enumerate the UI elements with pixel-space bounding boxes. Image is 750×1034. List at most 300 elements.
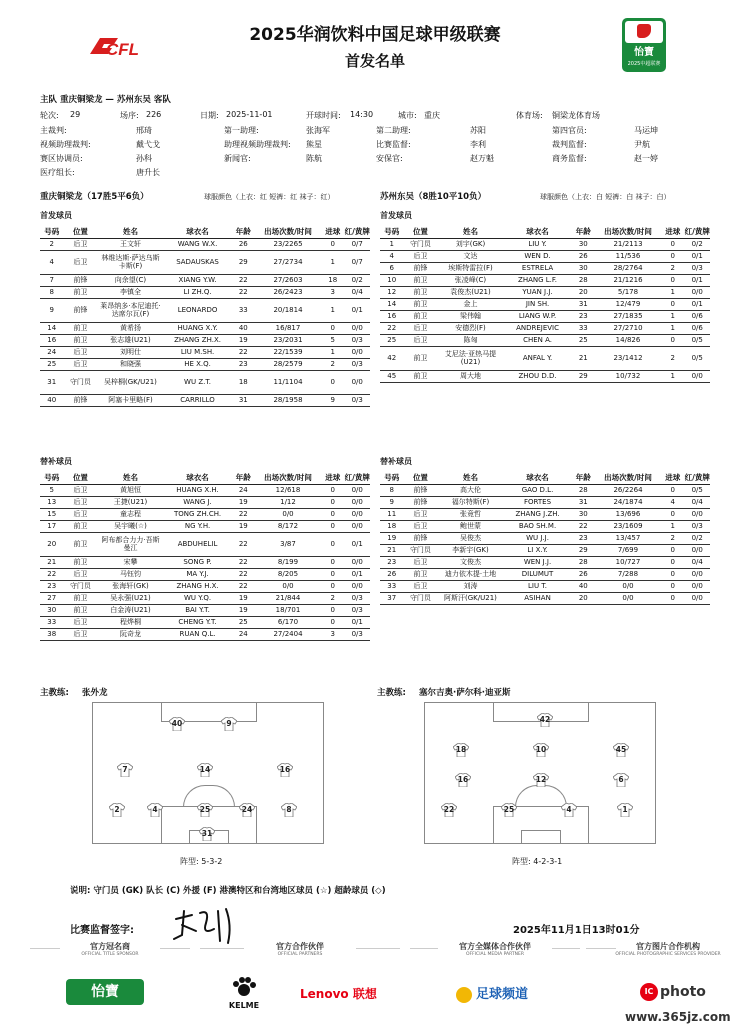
col-position: 前卫 — [403, 568, 437, 580]
col-number: 33 — [380, 580, 403, 592]
col-goals: 0 — [661, 544, 684, 556]
shirt-number: 4 — [566, 805, 572, 814]
col-position: 前卫 — [63, 556, 97, 568]
col-shirt-name: LIU T. — [503, 580, 571, 592]
player-row — [380, 532, 710, 544]
official-name: 唐升长 — [136, 168, 160, 177]
col-age-header: 年龄 — [572, 472, 595, 484]
col-appearances: 27/2734 — [255, 250, 321, 274]
legend-notes: 说明: 守门员 (GK) 队长 (C) 外援 (F) 港澳特区和台湾地区球员 (☆) 超龄球员 (◇) — [70, 886, 386, 896]
player-shirt-icon — [533, 743, 549, 757]
kelme-logo-text: KELME — [228, 1001, 260, 1010]
away-formation-value: 4-2-3-1 — [533, 857, 563, 866]
col-appearances: 0/0 — [255, 580, 321, 592]
col-cards: 0/2 — [684, 238, 710, 250]
official-label: 第二助理: — [376, 126, 411, 135]
col-position: 守门员 — [403, 592, 437, 604]
col-number: 19 — [380, 532, 403, 544]
col-cards: 0/3 — [344, 592, 370, 604]
col-cards: 0/0 — [684, 580, 710, 592]
col-appearances: 20/1814 — [255, 298, 321, 322]
col-cards: 0/4 — [344, 286, 370, 298]
col-goals: 18 — [321, 274, 344, 286]
col-position: 后卫 — [403, 508, 437, 520]
col-goals: 2 — [661, 262, 684, 274]
col-shirt-name: SONG P. — [163, 556, 231, 568]
col-position: 前卫 — [63, 520, 97, 532]
col-cards: 0/1 — [344, 568, 370, 580]
col-goals: 0 — [321, 370, 344, 394]
col-position-header: 位置 — [63, 472, 97, 484]
date-label: 日期: — [200, 111, 219, 120]
col-number: 14 — [380, 298, 403, 310]
col-shirt-name: WEN J.J. — [503, 556, 571, 568]
col-goals: 0 — [661, 508, 684, 520]
kelme-logo — [224, 977, 264, 1010]
yibao-logo — [622, 18, 666, 72]
ic-photo-logo-text: photo — [660, 984, 706, 1000]
col-name: 刘明仕 — [97, 346, 163, 358]
official-label: 比赛监督: — [376, 140, 411, 149]
col-appearances: 10/732 — [595, 370, 661, 382]
col-shirt-name: ASIHAN — [503, 592, 571, 604]
player-row — [40, 532, 370, 556]
col-cards: 0/0 — [684, 544, 710, 556]
col-appearances: 8/205 — [255, 568, 321, 580]
col-name: 马钰钧 — [97, 568, 163, 580]
col-position: 后卫 — [403, 250, 437, 262]
col-appearances: 23/2031 — [255, 334, 321, 346]
col-name: 童志程 — [97, 508, 163, 520]
col-cards: 0/0 — [344, 580, 370, 592]
col-cards: 0/3 — [684, 520, 710, 532]
col-age: 24 — [232, 628, 255, 640]
official-name: 赵万魁 — [470, 154, 494, 163]
col-goals: 0 — [321, 238, 344, 250]
col-age: 28 — [572, 556, 595, 568]
col-shirt-name: WU Z.T. — [163, 370, 231, 394]
player-row — [380, 334, 710, 346]
watermark: www.365jz.com — [625, 1010, 731, 1024]
col-number: 37 — [380, 592, 403, 604]
col-number: 14 — [40, 322, 63, 334]
col-shirt-name: NG Y.H. — [163, 520, 231, 532]
col-position: 前锋 — [403, 496, 437, 508]
col-shirt-name: ZHANG H.X. — [163, 580, 231, 592]
col-appearances: 21/1216 — [595, 274, 661, 286]
col-name: 袁俊杰(U21) — [437, 286, 503, 298]
col-position: 后卫 — [63, 496, 97, 508]
col-position: 前锋 — [63, 394, 97, 406]
col-position: 前卫 — [403, 346, 437, 370]
player-shirt-icon — [537, 713, 553, 727]
home-away-line: 主队 重庆铜梁龙 — 苏州东吴 客队 — [40, 95, 171, 105]
col-cards: 0/3 — [344, 628, 370, 640]
col-goals: 0 — [321, 556, 344, 568]
col-age: 19 — [232, 334, 255, 346]
col-name: 向余望(C) — [97, 274, 163, 286]
shirt-number: 25 — [503, 805, 515, 814]
col-age: 22 — [232, 508, 255, 520]
col-appearances: 13/696 — [595, 508, 661, 520]
col-number: 26 — [380, 568, 403, 580]
player-shirt-icon — [221, 717, 237, 731]
col-cards: 0/3 — [344, 334, 370, 346]
col-number: 20 — [40, 532, 63, 556]
official-label: 视频助理裁判: — [40, 140, 91, 149]
col-age: 19 — [232, 604, 255, 616]
col-name: 宋攀 — [97, 556, 163, 568]
col-number: 45 — [380, 370, 403, 382]
kickoff-label: 开球时间: — [306, 111, 341, 120]
col-cards: 0/1 — [684, 250, 710, 262]
col-goals: 0 — [661, 250, 684, 262]
col-position-header: 位置 — [403, 226, 437, 238]
official-name: 孙科 — [136, 154, 152, 163]
col-goals: 1 — [661, 286, 684, 298]
col-appearances: 12/618 — [255, 484, 321, 496]
col-age: 29 — [572, 370, 595, 382]
col-age: 23 — [572, 532, 595, 544]
away-starters-table — [380, 226, 710, 383]
player-row — [40, 580, 370, 592]
col-appearances: 0/0 — [595, 580, 661, 592]
col-appearances: 26/2264 — [595, 484, 661, 496]
col-age: 22 — [232, 556, 255, 568]
col-cards: 0/0 — [344, 496, 370, 508]
col-number: 42 — [380, 346, 403, 370]
col-appearances: 27/2603 — [255, 274, 321, 286]
col-age: 20 — [572, 286, 595, 298]
col-goals: 1 — [661, 520, 684, 532]
col-age: 19 — [232, 592, 255, 604]
col-goals: 0 — [321, 568, 344, 580]
col-shirt-name: ZHANG J.ZH. — [503, 508, 571, 520]
col-goals: 0 — [321, 322, 344, 334]
col-number: 24 — [40, 346, 63, 358]
col-age: 31 — [572, 496, 595, 508]
shirt-number: 25 — [199, 805, 211, 814]
shirt-number: 45 — [615, 745, 627, 754]
col-shirt-name: HUANG X.H. — [163, 484, 231, 496]
col-shirt-name: ANDREJEVIC — [503, 322, 571, 334]
col-appearances: 5/178 — [595, 286, 661, 298]
ic-photo-logo — [640, 983, 706, 1001]
col-appearances: 26/2423 — [255, 286, 321, 298]
kelme-paw-icon — [232, 977, 256, 997]
official-label: 医疗组长: — [40, 168, 75, 177]
col-number: 9 — [40, 298, 63, 322]
col-shirt-name: DILUMUT — [503, 568, 571, 580]
col-name: 李镇全 — [97, 286, 163, 298]
col-goals: 0 — [321, 532, 344, 556]
col-goals: 0 — [321, 508, 344, 520]
col-cards-header: 红/黄牌 — [684, 227, 710, 237]
channel-badge-icon — [456, 987, 472, 1003]
col-goals: 1 — [661, 322, 684, 334]
col-age: 30 — [572, 262, 595, 274]
away-formation-prefix: 阵型: — [512, 857, 531, 866]
col-appearances: 21/2113 — [595, 238, 661, 250]
col-shirt-name: SADAUSKAS — [163, 250, 231, 274]
col-position: 守门员 — [63, 370, 97, 394]
col-appearances: 22/1539 — [255, 346, 321, 358]
round-value: 29 — [70, 110, 81, 119]
away-coach-label: 主教练: — [377, 688, 406, 698]
col-shirt-name: JIN SH. — [503, 298, 571, 310]
col-number: 6 — [380, 262, 403, 274]
col-name: 吴宇曦(☆) — [97, 520, 163, 532]
away-formation-label — [512, 856, 562, 867]
col-shirt-name: LI ZH.Q. — [163, 286, 231, 298]
col-cards-header: 红/黄牌 — [684, 473, 710, 483]
col-age: 33 — [232, 298, 255, 322]
col-age: 19 — [232, 496, 255, 508]
col-goals: 0 — [661, 556, 684, 568]
col-cards-header: 红/黄牌 — [344, 473, 370, 483]
col-shirt-name: LIANG W.P. — [503, 310, 571, 322]
player-row — [40, 496, 370, 508]
col-shirt-name: ZHANG L.F. — [503, 274, 571, 286]
shirt-number: 16 — [457, 775, 469, 784]
col-age: 22 — [232, 346, 255, 358]
ic-badge-icon: IC — [640, 983, 658, 1001]
col-cards: 0/0 — [344, 322, 370, 334]
col-appearances: 7/288 — [595, 568, 661, 580]
col-position: 后卫 — [63, 238, 97, 250]
col-appearances: 1/12 — [255, 496, 321, 508]
player-row — [380, 298, 710, 310]
title-sponsor-heading: 官方冠名商 — [90, 942, 130, 951]
player-shirt-icon — [197, 763, 213, 777]
col-appearances: 14/826 — [595, 334, 661, 346]
col-name: 和晓强 — [97, 358, 163, 370]
supervisor-signature-label: 比赛监督签字: — [70, 925, 134, 936]
col-shirt-name: CHEN A. — [503, 334, 571, 346]
col-appearances: 24/1874 — [595, 496, 661, 508]
col-cards-header: 红/黄牌 — [344, 227, 370, 237]
official-label: 裁判监督: — [552, 140, 587, 149]
col-cards: 0/0 — [344, 556, 370, 568]
col-position-header: 位置 — [403, 472, 437, 484]
col-goals: 2 — [321, 592, 344, 604]
away-team-title: 苏州东吴（8胜10平10负） — [380, 192, 487, 202]
col-appearances-header: 出场次数/时间 — [595, 472, 661, 484]
kickoff-value: 14:30 — [350, 110, 374, 119]
col-goals: 0 — [661, 568, 684, 580]
official-name: 陈航 — [306, 154, 322, 163]
col-number: 9 — [380, 496, 403, 508]
col-cards: 0/3 — [344, 394, 370, 406]
col-shirt-name: XIANG Y.W. — [163, 274, 231, 286]
col-number-header: 号码 — [40, 472, 63, 484]
shirt-number: 40 — [171, 719, 183, 728]
col-number: 21 — [380, 544, 403, 556]
col-appearances: 0/0 — [595, 592, 661, 604]
player-row — [380, 484, 710, 496]
col-number: 4 — [40, 250, 63, 274]
col-shirt-name: TONG ZH.CH. — [163, 508, 231, 520]
col-name: 安德烈(F) — [437, 322, 503, 334]
col-appearances: 23/2265 — [255, 238, 321, 250]
official-label: 赛区协调员: — [40, 154, 83, 163]
title-sponsor-sub: OFFICIAL TITLE SPONSOR — [81, 952, 139, 957]
col-goals: 0 — [661, 334, 684, 346]
round-label: 轮次: — [40, 111, 59, 120]
col-age: 29 — [232, 250, 255, 274]
col-goals: 5 — [321, 334, 344, 346]
player-shirt-icon — [453, 743, 469, 757]
official-label: 主裁判: — [40, 126, 67, 135]
away-coach-name: 塞尔吉奥·萨尔科·迪亚斯 — [419, 688, 511, 698]
col-goals: 0 — [321, 604, 344, 616]
col-position: 前卫 — [403, 286, 437, 298]
player-shirt-icon — [277, 763, 293, 777]
col-position: 后卫 — [63, 568, 97, 580]
player-row — [40, 322, 370, 334]
col-appearances-header: 出场次数/时间 — [595, 226, 661, 238]
col-appearances: 27/2404 — [255, 628, 321, 640]
col-cards: 0/5 — [684, 346, 710, 370]
col-name: 吴永强(U21) — [97, 592, 163, 604]
col-goals: 1 — [321, 298, 344, 322]
player-row — [380, 556, 710, 568]
col-shirt-name: WU Y.Q. — [163, 592, 231, 604]
shirt-number: 1 — [622, 805, 628, 814]
col-shirt-name: GAO D.L. — [503, 484, 571, 496]
col-shirt-name-header: 球衣名 — [163, 226, 231, 238]
col-goals-header: 进球 — [321, 472, 344, 484]
col-number: 16 — [40, 334, 63, 346]
col-age: 30 — [572, 508, 595, 520]
col-goals: 1 — [661, 310, 684, 322]
col-name: 陈匈 — [437, 334, 503, 346]
player-row — [380, 250, 710, 262]
col-appearances: 0/0 — [255, 508, 321, 520]
col-age: 20 — [572, 592, 595, 604]
col-goals: 0 — [321, 580, 344, 592]
player-row — [380, 238, 710, 250]
col-age-header: 年龄 — [572, 226, 595, 238]
col-name: 王文轩 — [97, 238, 163, 250]
col-shirt-name: MA Y.J. — [163, 568, 231, 580]
player-row — [380, 580, 710, 592]
stadium-value: 铜梁龙体育场 — [552, 111, 600, 120]
media-partner-sub: OFFICIAL MEDIA PARTNER — [466, 952, 524, 957]
col-shirt-name-header: 球衣名 — [503, 226, 571, 238]
col-goals: 9 — [321, 394, 344, 406]
col-position: 前卫 — [403, 310, 437, 322]
col-age: 26 — [572, 250, 595, 262]
player-shirt-icon — [613, 743, 629, 757]
official-name: 邢琦 — [136, 126, 152, 135]
col-number: 4 — [380, 250, 403, 262]
col-cards: 0/4 — [684, 556, 710, 568]
col-position: 前锋 — [63, 298, 97, 322]
col-number: 21 — [40, 556, 63, 568]
col-position-header: 位置 — [63, 226, 97, 238]
partners-heading: 官方合作伙伴 — [276, 942, 324, 951]
col-age: 31 — [572, 298, 595, 310]
col-goals: 2 — [321, 358, 344, 370]
col-age: 23 — [232, 358, 255, 370]
col-appearances: 10/727 — [595, 556, 661, 568]
col-shirt-name: BAI Y.T. — [163, 604, 231, 616]
col-position: 后卫 — [403, 556, 437, 568]
col-cards: 0/5 — [684, 334, 710, 346]
player-shirt-icon — [501, 803, 517, 817]
col-goals-header: 进球 — [661, 472, 684, 484]
col-number-header: 号码 — [380, 472, 403, 484]
col-cards: 0/0 — [344, 370, 370, 394]
col-cards: 0/1 — [684, 298, 710, 310]
col-cards: 0/0 — [344, 508, 370, 520]
home-coach-name: 张外龙 — [82, 688, 108, 698]
col-cards: 0/0 — [344, 484, 370, 496]
col-name: 王捷(U21) — [97, 496, 163, 508]
page-header — [0, 0, 750, 80]
player-row — [40, 238, 370, 250]
col-position: 后卫 — [403, 322, 437, 334]
player-row — [380, 274, 710, 286]
col-cards: 0/7 — [344, 250, 370, 274]
col-appearances: 11/536 — [595, 250, 661, 262]
col-number: 23 — [40, 580, 63, 592]
home-formation-value: 5-3-2 — [201, 857, 223, 866]
cfl-logo-text: CFL — [106, 40, 140, 59]
player-row — [40, 520, 370, 532]
official-label: 第四官员: — [552, 126, 587, 135]
col-name: 阿斯汗(GK/U21) — [437, 592, 503, 604]
col-number: 8 — [380, 484, 403, 496]
col-shirt-name: CHENG Y.T. — [163, 616, 231, 628]
home-formation-pitch — [92, 702, 324, 844]
official-name: 赵一婷 — [634, 154, 658, 163]
col-goals: 1 — [321, 250, 344, 274]
player-row — [40, 604, 370, 616]
col-number: 23 — [380, 556, 403, 568]
col-goals-header: 进球 — [661, 226, 684, 238]
away-kit-colors: 球服颜色（上衣：白 短裤：白 袜子：白） — [540, 193, 671, 201]
col-shirt-name: BAO SH.M. — [503, 520, 571, 532]
shirt-number: 31 — [201, 829, 213, 838]
col-appearances: 18/701 — [255, 604, 321, 616]
col-name: 阿塞卡里略(F) — [97, 394, 163, 406]
shirt-number: 22 — [443, 805, 455, 814]
shirt-number: 4 — [152, 805, 158, 814]
col-position: 后卫 — [63, 346, 97, 358]
col-age: 28 — [572, 484, 595, 496]
shirt-number: 12 — [535, 775, 547, 784]
col-goals-header: 进球 — [321, 226, 344, 238]
col-number: 16 — [380, 310, 403, 322]
player-row — [380, 262, 710, 274]
player-row — [380, 592, 710, 604]
col-position: 前卫 — [63, 604, 97, 616]
col-shirt-name: WANG J. — [163, 496, 231, 508]
photo-partner-heading: 官方图片合作机构 — [636, 942, 700, 951]
col-age: 29 — [572, 544, 595, 556]
col-goals: 1 — [321, 346, 344, 358]
col-goals: 0 — [661, 484, 684, 496]
player-shirt-icon — [169, 717, 185, 731]
col-appearances: 23/1609 — [595, 520, 661, 532]
col-appearances: 27/2710 — [595, 322, 661, 334]
col-cards: 0/3 — [344, 358, 370, 370]
col-appearances: 28/2579 — [255, 358, 321, 370]
col-name: 黄旭恒 — [97, 484, 163, 496]
player-shirt-icon — [533, 773, 549, 787]
